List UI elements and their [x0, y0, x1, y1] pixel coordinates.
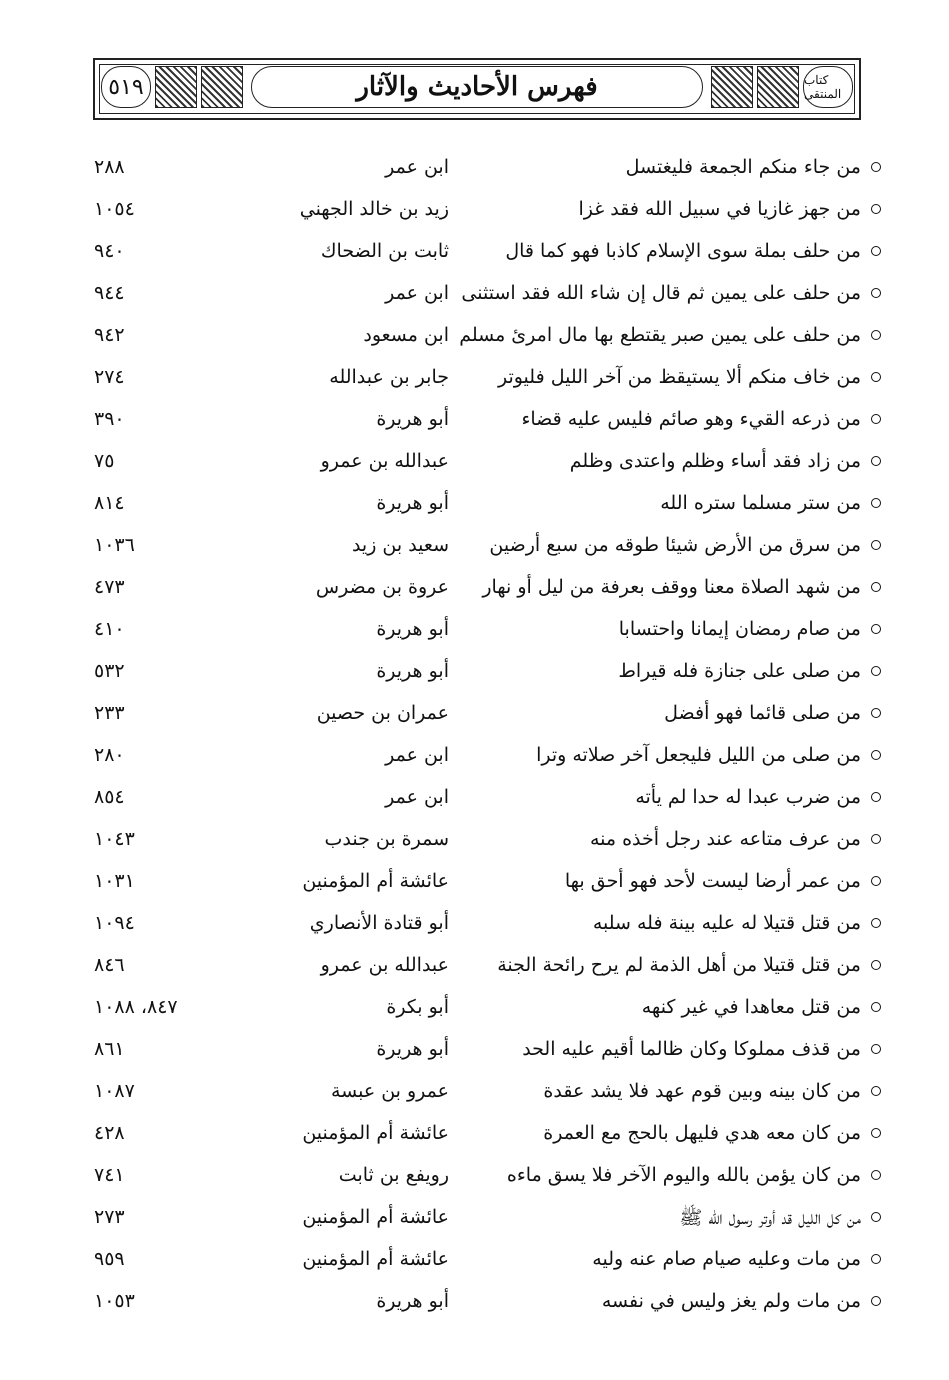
- list-item: [0, 1158, 949, 1200]
- page-reference: ٢٧٣: [94, 1206, 125, 1228]
- narrator-name: رويفع بن ثابت: [338, 1164, 449, 1186]
- page-reference: ٢٣٣: [94, 702, 125, 724]
- page-reference: ٨٦١: [94, 1038, 125, 1060]
- narrator-name: سعيد بن زيد: [351, 534, 449, 556]
- hadith-text: من شهد الصلاة معنا ووقف بعرفة من ليل أو نهار: [482, 576, 861, 598]
- page-reference: ٢٨٨: [94, 156, 125, 178]
- list-item: [0, 1242, 949, 1284]
- hadith-text: من جهز غازيا في سبيل الله فقد غزا: [578, 198, 861, 220]
- hadith-text: من كان بينه وبين قوم عهد فلا يشد عقدة: [543, 1080, 861, 1102]
- hadith-text: من مات وعليه صيام صام عنه وليه: [592, 1248, 861, 1270]
- hadith-text: من كان معه هدي فليهل بالحج مع العمرة: [543, 1122, 861, 1144]
- page-reference: ٣٩٠: [94, 408, 125, 430]
- narrator-name: ابن مسعود: [363, 324, 449, 346]
- hadith-text: من عمر أرضا ليست لأحد فهو أحق بها: [564, 870, 861, 892]
- page-reference: ٤٧٣: [94, 576, 125, 598]
- hadith-text: من عرف متاعه عند رجل أخذه منه: [589, 828, 861, 850]
- bullet-icon: [871, 204, 881, 214]
- narrator-name: عروة بن مضرس: [315, 576, 449, 598]
- bullet-icon: [871, 708, 881, 718]
- page-reference: ١٠٥٤: [94, 198, 135, 220]
- bullet-icon: [871, 1296, 881, 1306]
- page-reference: ١٠٩٤: [94, 912, 135, 934]
- bullet-icon: [871, 918, 881, 928]
- narrator-name: عبدالله بن عمرو: [320, 450, 449, 472]
- narrator-name: عائشة أم المؤمنين: [302, 1206, 449, 1228]
- page-reference: ٢٧٤: [94, 366, 125, 388]
- bullet-icon: [871, 876, 881, 886]
- list-item: [0, 654, 949, 696]
- hadith-text: من قتل معاهدا في غير كنهه: [641, 996, 861, 1018]
- narrator-name: أبو هريرة: [376, 1290, 449, 1312]
- page-reference: ٤١٠: [94, 618, 125, 640]
- bullet-icon: [871, 330, 881, 340]
- narrator-name: ابن عمر: [385, 156, 449, 178]
- list-item: [0, 528, 949, 570]
- ornament-icon: [201, 66, 243, 108]
- ornament-icon: [757, 66, 799, 108]
- bullet-icon: [871, 498, 881, 508]
- page-reference: ٥٣٢: [94, 660, 125, 682]
- narrator-name: أبو بكرة: [386, 996, 449, 1018]
- list-item: [0, 990, 949, 1032]
- hadith-text: من ذرعه القيء وهو صائم فليس عليه قضاء: [521, 408, 861, 430]
- bullet-icon: [871, 792, 881, 802]
- narrator-name: عمران بن حصين: [316, 702, 449, 724]
- hadith-text: من حلف على يمين صبر يقتطع بها مال امرئ مسلم: [459, 324, 861, 346]
- narrator-name: عائشة أم المؤمنين: [302, 870, 449, 892]
- list-item: [0, 192, 949, 234]
- list-item: [0, 696, 949, 738]
- hadith-text: من قتل قتيلا من أهل الذمة لم يرح رائحة الجنة: [497, 954, 861, 976]
- bullet-icon: [871, 1170, 881, 1180]
- hadith-text: من قذف مملوكا وكان ظالما أقيم عليه الحد: [522, 1038, 861, 1060]
- page-reference: ٨٥٤: [94, 786, 125, 808]
- list-item: [0, 444, 949, 486]
- page-reference: ١٠٣٦: [94, 534, 135, 556]
- bullet-icon: [871, 1002, 881, 1012]
- bullet-icon: [871, 666, 881, 676]
- list-item: [0, 150, 949, 192]
- hadith-text: من صلى على جنازة فله قيراط: [618, 660, 861, 682]
- bullet-icon: [871, 456, 881, 466]
- narrator-name: ابن عمر: [385, 786, 449, 808]
- hadith-text: من خاف منكم ألا يستيقظ من آخر الليل فليوتر: [497, 366, 861, 388]
- narrator-name: عائشة أم المؤمنين: [302, 1122, 449, 1144]
- page-reference: ٧٤١: [94, 1164, 125, 1186]
- bullet-icon: [871, 372, 881, 382]
- narrator-name: أبو هريرة: [376, 660, 449, 682]
- page-reference: ٨٤٦: [94, 954, 125, 976]
- list-item: [0, 738, 949, 780]
- bullet-icon: [871, 1254, 881, 1264]
- book-logo: كتاب المنتقى: [803, 66, 853, 108]
- bullet-icon: [871, 960, 881, 970]
- narrator-name: أبو هريرة: [376, 408, 449, 430]
- bullet-icon: [871, 1128, 881, 1138]
- ornament-icon: [155, 66, 197, 108]
- narrator-name: أبو هريرة: [376, 492, 449, 514]
- page-number: ٥١٩: [101, 66, 151, 108]
- page-reference: ٩٤٠: [94, 240, 125, 262]
- list-item: [0, 402, 949, 444]
- hadith-text: من قتل قتيلا له عليه بينة فله سلبه: [592, 912, 861, 934]
- bullet-icon: [871, 1086, 881, 1096]
- bullet-icon: [871, 414, 881, 424]
- list-item: [0, 318, 949, 360]
- page-reference: ٨٤٧، ١٠٨٨: [94, 996, 178, 1018]
- bullet-icon: [871, 288, 881, 298]
- list-item: [0, 612, 949, 654]
- list-item: [0, 360, 949, 402]
- list-item: [0, 822, 949, 864]
- hadith-text: من سرق من الأرض شيئا طوقه من سبع أرضين: [489, 534, 861, 556]
- bullet-icon: [871, 540, 881, 550]
- bullet-icon: [871, 624, 881, 634]
- list-item: [0, 1074, 949, 1116]
- hadith-text: من صام رمضان إيمانا واحتسابا: [618, 618, 861, 640]
- hadith-text: من حلف على يمين ثم قال إن شاء الله فقد استثنى: [461, 282, 861, 304]
- hadith-text: من جاء منكم الجمعة فليغتسل: [625, 156, 861, 178]
- bullet-icon: [871, 834, 881, 844]
- bullet-icon: [871, 582, 881, 592]
- narrator-name: جابر بن عبدالله: [329, 366, 449, 388]
- page-reference: ٩٥٩: [94, 1248, 125, 1270]
- list-item: [0, 570, 949, 612]
- bullet-icon: [871, 246, 881, 256]
- bullet-icon: [871, 1044, 881, 1054]
- page-reference: ٩٤٢: [94, 324, 125, 346]
- narrator-name: أبو هريرة: [376, 618, 449, 640]
- narrator-name: عمرو بن عبسة: [330, 1080, 449, 1102]
- narrator-name: زيد بن خالد الجهني: [299, 198, 449, 220]
- narrator-name: أبو قتادة الأنصاري: [309, 912, 449, 934]
- bullet-icon: [871, 162, 881, 172]
- bullet-icon: [871, 750, 881, 760]
- narrator-name: ابن عمر: [385, 282, 449, 304]
- page-reference: ١٠٣١: [94, 870, 135, 892]
- page-reference: ٢٨٠: [94, 744, 125, 766]
- narrator-name: ثابت بن الضحاك: [320, 240, 449, 262]
- list-item: [0, 1032, 949, 1074]
- list-item: [0, 276, 949, 318]
- page-reference: ١٠٨٧: [94, 1080, 135, 1102]
- hadith-text: من صلى من الليل فليجعل آخر صلاته وترا: [536, 744, 861, 766]
- hadith-text: من حلف بملة سوى الإسلام كاذبا فهو كما قال: [505, 240, 861, 262]
- hadith-text: من كان يؤمن بالله واليوم الآخر فلا يسق ماءه: [506, 1164, 861, 1186]
- hadith-text: من ستر مسلما ستره الله: [660, 492, 861, 514]
- narrator-name: ابن عمر: [385, 744, 449, 766]
- page-reference: ١٠٤٣: [94, 828, 135, 850]
- hadith-text: من زاد فقد أساء وظلم واعتدى وظلم: [569, 450, 861, 472]
- list-item: [0, 1284, 949, 1326]
- page-reference: ٧٥: [94, 450, 115, 472]
- page-header: [93, 58, 861, 120]
- ornament-icon: [711, 66, 753, 108]
- hadith-text: من ضرب عبدا له حدا لم يأته: [635, 786, 861, 808]
- list-item: [0, 864, 949, 906]
- hadith-text: من صلى قائما فهو أفضل: [664, 702, 861, 724]
- list-item: [0, 1116, 949, 1158]
- narrator-name: عبدالله بن عمرو: [320, 954, 449, 976]
- narrator-name: سمرة بن جندب: [324, 828, 449, 850]
- narrator-name: عائشة أم المؤمنين: [302, 1248, 449, 1270]
- bullet-icon: [871, 1212, 881, 1222]
- list-item: [0, 1200, 949, 1242]
- hadith-text: من كل الليل قد أوتر رسول الله ﷺ: [679, 1207, 861, 1229]
- page-reference: ٩٤٤: [94, 282, 125, 304]
- hadith-text: من مات ولم يغز وليس في نفسه: [601, 1290, 861, 1312]
- page-reference: ١٠٥٣: [94, 1290, 135, 1312]
- list-item: [0, 486, 949, 528]
- page-title: فهرس الأحاديث والآثار: [251, 66, 703, 108]
- list-item: [0, 906, 949, 948]
- list-item: [0, 234, 949, 276]
- list-item: [0, 948, 949, 990]
- narrator-name: أبو هريرة: [376, 1038, 449, 1060]
- page-reference: ٤٢٨: [94, 1122, 125, 1144]
- list-item: [0, 780, 949, 822]
- page-reference: ٨١٤: [94, 492, 125, 514]
